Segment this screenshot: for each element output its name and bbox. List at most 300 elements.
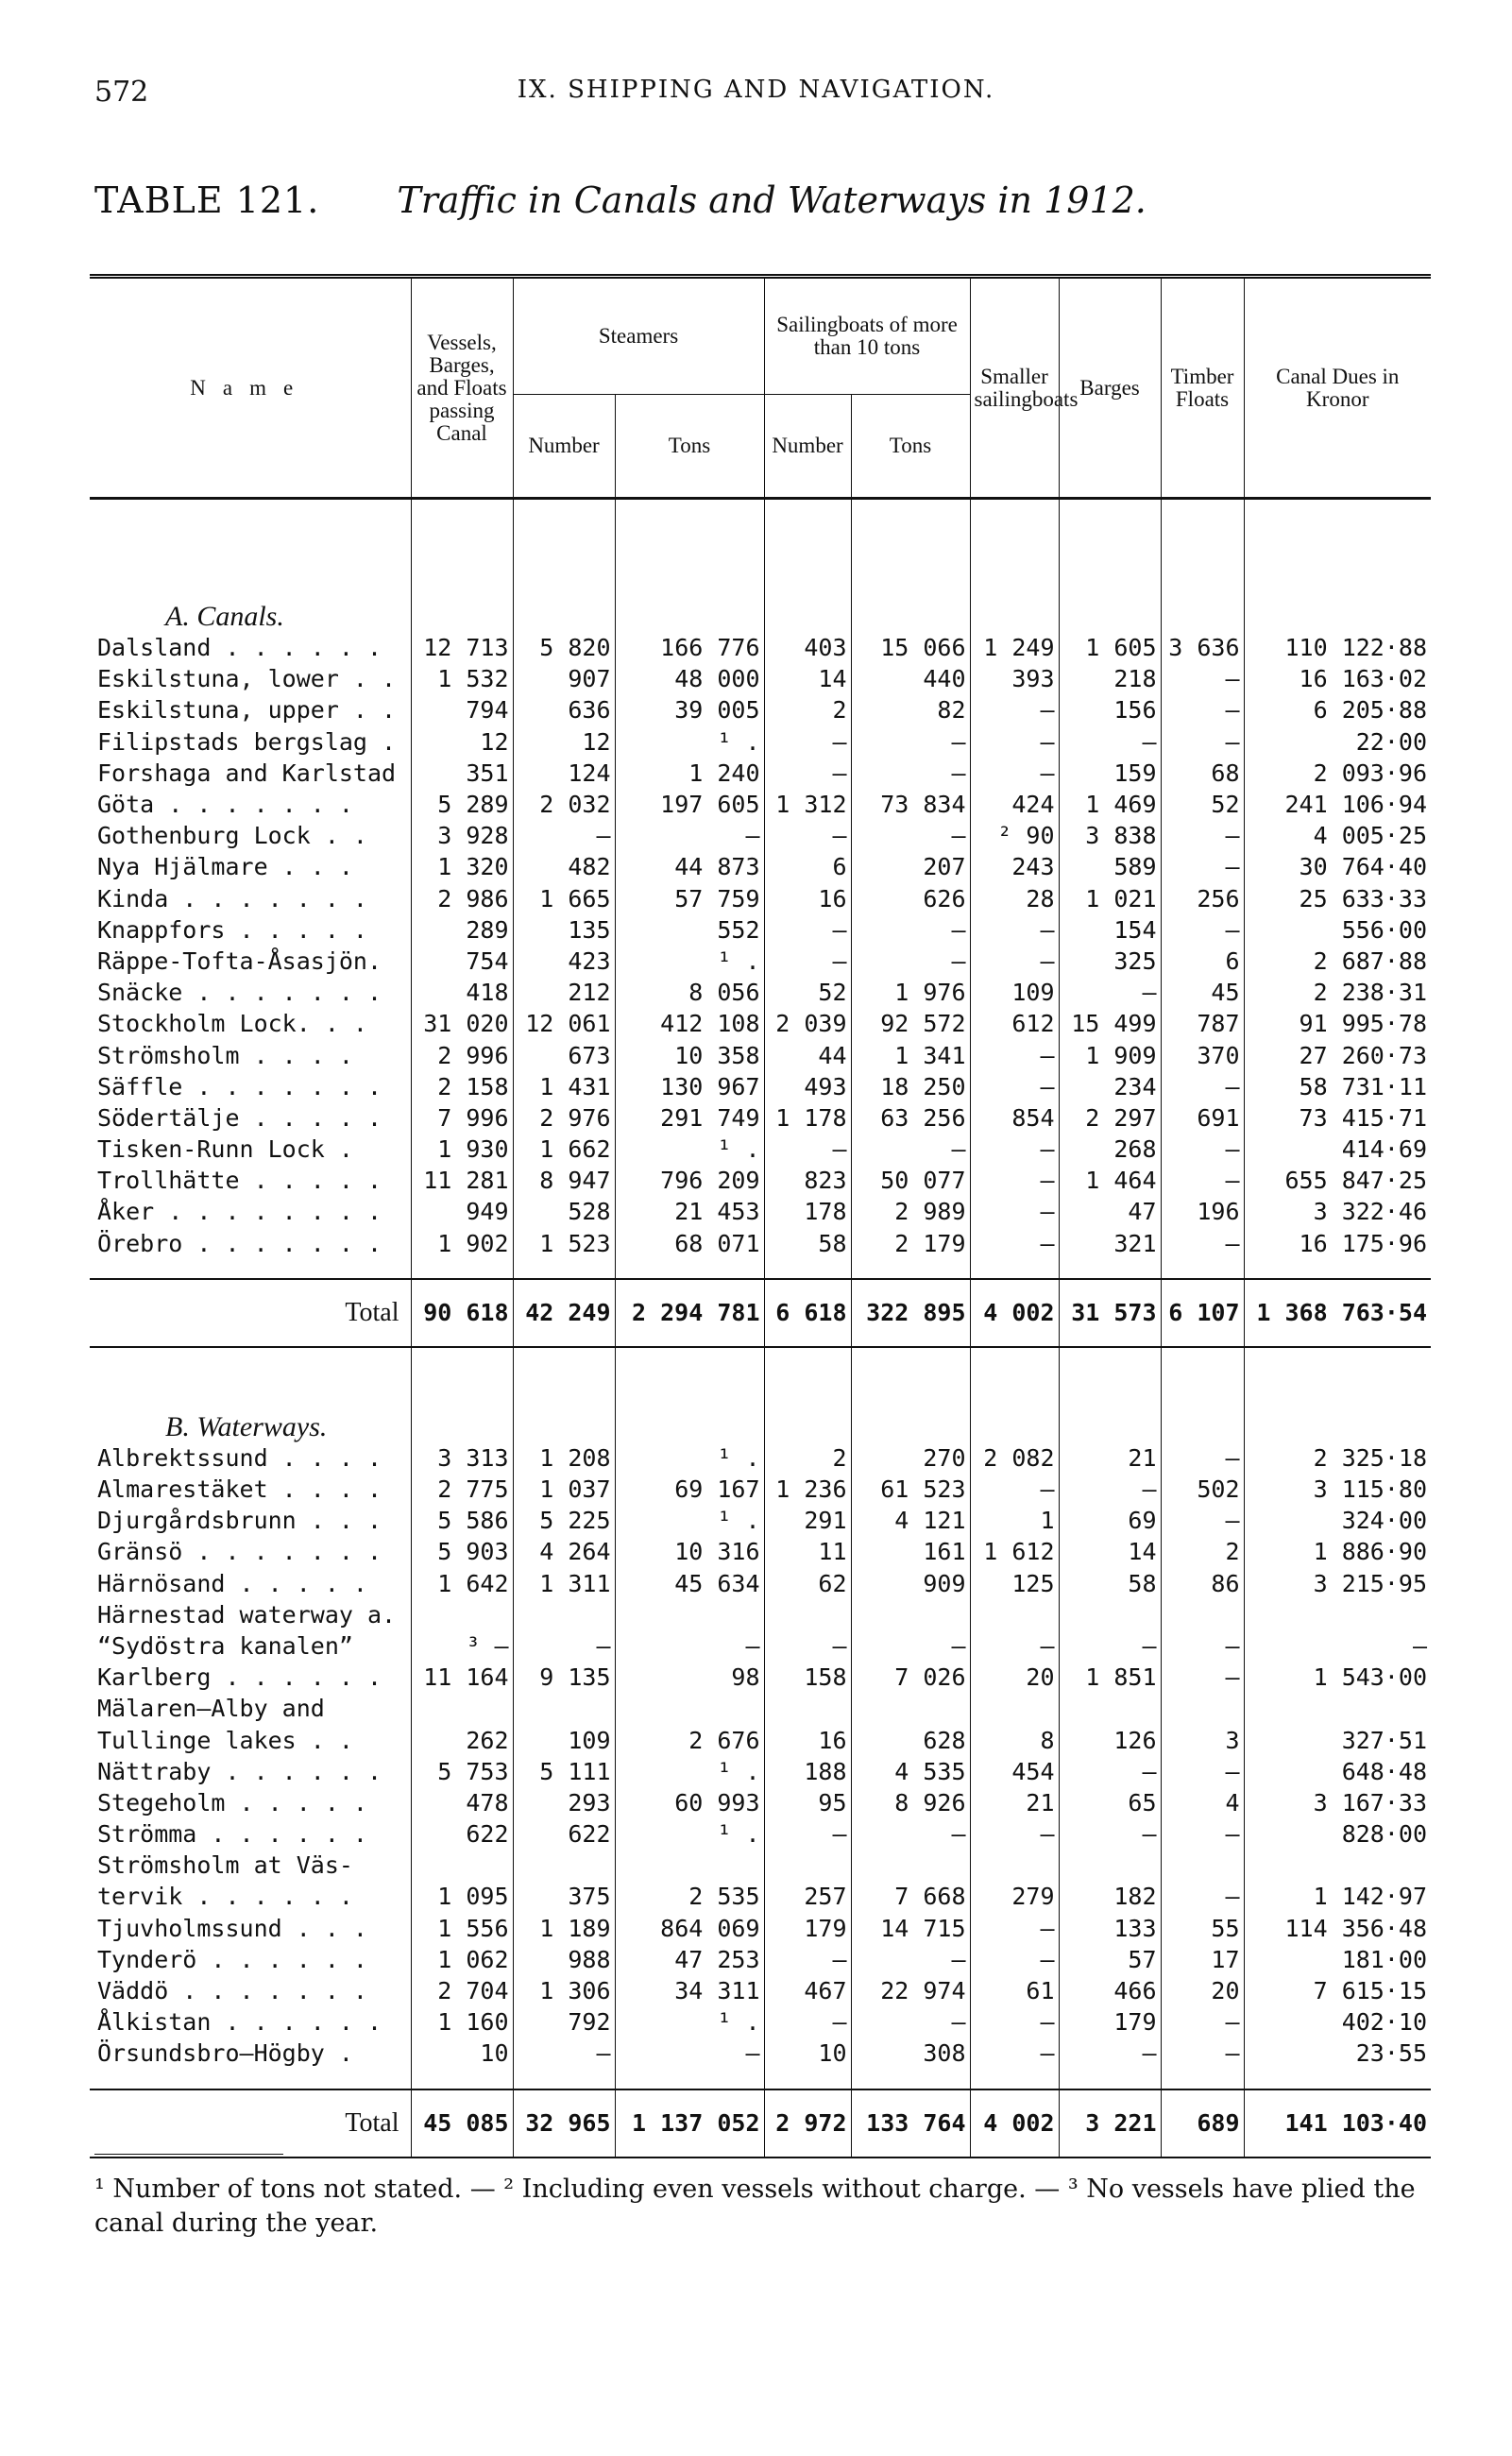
cell-st_num: 375 (513, 1881, 615, 1912)
header-steamers-tons: Tons (615, 395, 764, 499)
cell-sb_tons: 1 341 (851, 1039, 970, 1070)
header-sailingboats: Sailingboats of more than 10 tons (764, 279, 970, 395)
cell-st_tons: 48 000 (615, 663, 764, 694)
cell-st_tons: — (615, 2038, 764, 2069)
table-row (90, 1975, 1431, 2006)
cell-smaller: 454 (970, 1756, 1059, 1787)
spacer-row (90, 1347, 1431, 1386)
table-row (90, 1008, 1431, 1039)
cell-dues: 324·00 (1244, 1505, 1431, 1536)
cell-vessels: 5 903 (411, 1536, 513, 1567)
cell-sb_num: 188 (764, 1756, 851, 1787)
total-row-waterways (90, 2089, 1431, 2158)
header-steamers: Steamers (513, 279, 764, 395)
header-steamers-number: Number (513, 395, 615, 499)
cell-barges: 3 221 (1059, 2089, 1161, 2158)
cell-dues: 25 633·33 (1244, 883, 1431, 914)
cell-st_num: 482 (513, 851, 615, 882)
cell-sb_num: 52 (764, 977, 851, 1008)
cell-dues: 2 325·18 (1244, 1442, 1431, 1474)
cell-barges: — (1059, 1474, 1161, 1505)
cell-st_num: 1 306 (513, 1975, 615, 2006)
cell-name: Dalsland . . . . . . (97, 634, 382, 662)
cell-barges: 321 (1059, 1228, 1161, 1259)
cell-st_tons: 166 776 (615, 632, 764, 663)
cell-st_tons: 60 993 (615, 1787, 764, 1818)
cell-vessels: 1 902 (411, 1228, 513, 1259)
cell-st_tons: 2 676 (615, 1724, 764, 1755)
cell-st_num: 5 111 (513, 1756, 615, 1787)
cell-timber: 502 (1161, 1474, 1244, 1505)
table-row (90, 1599, 1431, 1630)
cell-vessels: 90 618 (411, 1279, 513, 1347)
cell-barges: — (1059, 1818, 1161, 1850)
cell-name: Härnösand . . . . . (97, 1569, 367, 1597)
cell-barges: 179 (1059, 2006, 1161, 2038)
cell-timber: — (1161, 1662, 1244, 1693)
cell-st_tons: 10 358 (615, 1039, 764, 1070)
cell-barges: 1 464 (1059, 1165, 1161, 1196)
cell-sb_tons: 8 926 (851, 1787, 970, 1818)
cell-st_num: 293 (513, 1787, 615, 1818)
cell-vessels: 45 085 (411, 2089, 513, 2158)
cell-vessels (411, 1850, 513, 1881)
cell-smaller: — (970, 1196, 1059, 1227)
cell-dues (1244, 1599, 1431, 1630)
cell-timber: — (1161, 1165, 1244, 1196)
cell-barges: — (1059, 726, 1161, 758)
cell-st_num: 423 (513, 946, 615, 977)
cell-timber: 52 (1161, 789, 1244, 820)
cell-vessels: 2 775 (411, 1474, 513, 1505)
cell-st_tons: ¹ . (615, 726, 764, 758)
cell-sb_tons: — (851, 1630, 970, 1662)
cell-st_tons: 21 453 (615, 1196, 764, 1227)
cell-name: Albrektssund . . . . (97, 1443, 382, 1472)
cell-sb_num: 95 (764, 1787, 851, 1818)
cell-st_num: 622 (513, 1818, 615, 1850)
spacer-row (90, 1259, 1431, 1279)
cell-timber: 20 (1161, 1975, 1244, 2006)
cell-sb_num: — (764, 1818, 851, 1850)
cell-st_num: 1 189 (513, 1913, 615, 1944)
cell-smaller: 243 (970, 851, 1059, 882)
cell-dues: 327·51 (1244, 1724, 1431, 1755)
cell-barges: 15 499 (1059, 1008, 1161, 1039)
cell-vessels: 5 753 (411, 1756, 513, 1787)
cell-barges: 65 (1059, 1787, 1161, 1818)
cell-st_num: 212 (513, 977, 615, 1008)
cell-smaller: — (970, 1818, 1059, 1850)
spacer-row (90, 499, 1431, 576)
cell-vessels: 1 095 (411, 1881, 513, 1912)
cell-dues: 2 093·96 (1244, 758, 1431, 789)
cell-st_tons: 197 605 (615, 789, 764, 820)
cell-dues: 16 175·96 (1244, 1228, 1431, 1259)
cell-dues: 4 005·25 (1244, 820, 1431, 851)
cell-sb_num: 158 (764, 1662, 851, 1693)
cell-dues: 91 995·78 (1244, 1008, 1431, 1039)
cell-vessels (411, 1693, 513, 1724)
cell-sb_tons: — (851, 946, 970, 977)
cell-timber: 68 (1161, 758, 1244, 789)
cell-st_tons: ¹ . (615, 2006, 764, 2038)
cell-smaller: 1 249 (970, 632, 1059, 663)
cell-dues: 648·48 (1244, 1756, 1431, 1787)
table-row (90, 694, 1431, 725)
cell-barges: 1 909 (1059, 1039, 1161, 1070)
cell-barges: — (1059, 1630, 1161, 1662)
cell-timber: — (1161, 1881, 1244, 1912)
table-row (90, 1536, 1431, 1567)
cell-vessels: 7 996 (411, 1102, 513, 1134)
cell-barges: 154 (1059, 914, 1161, 946)
cell-sb_num: 2 039 (764, 1008, 851, 1039)
cell-dues: 2 687·88 (1244, 946, 1431, 977)
cell-st_num: 42 249 (513, 1279, 615, 1347)
table-row (90, 946, 1431, 977)
cell-sb_tons: 63 256 (851, 1102, 970, 1134)
cell-name: Eskilstuna, lower . . (97, 665, 397, 693)
cell-dues: 3 167·33 (1244, 1787, 1431, 1818)
cell-timber: — (1161, 2006, 1244, 2038)
cell-dues: 655 847·25 (1244, 1165, 1431, 1196)
cell-smaller: — (970, 2038, 1059, 2069)
cell-name: Karlberg . . . . . . (97, 1663, 382, 1692)
cell-smaller: 21 (970, 1787, 1059, 1818)
cell-sb_num (764, 1850, 851, 1881)
cell-smaller: — (970, 2006, 1059, 2038)
cell-st_tons: 2 535 (615, 1881, 764, 1912)
cell-dues: 16 163·02 (1244, 663, 1431, 694)
cell-sb_tons: 909 (851, 1568, 970, 1599)
cell-smaller: 1 612 (970, 1536, 1059, 1567)
table-row (90, 1630, 1431, 1662)
cell-sb_num: — (764, 726, 851, 758)
cell-name: Strömsholm at Väs- (97, 1851, 353, 1880)
cell-name: Ålkistan . . . . . . (97, 2008, 382, 2037)
cell-smaller: — (970, 1630, 1059, 1662)
cell-timber: — (1161, 1071, 1244, 1102)
cell-smaller: — (970, 1228, 1059, 1259)
cell-barges: 14 (1059, 1536, 1161, 1567)
cell-timber (1161, 1599, 1244, 1630)
cell-dues: 114 356·48 (1244, 1913, 1431, 1944)
table-row (90, 1568, 1431, 1599)
cell-st_tons: 8 056 (615, 977, 764, 1008)
cell-st_tons: 45 634 (615, 1568, 764, 1599)
cell-st_tons: 864 069 (615, 1913, 764, 1944)
cell-name: Nya Hjälmare . . . (97, 853, 353, 881)
cell-sb_num: 1 178 (764, 1102, 851, 1134)
cell-sb_tons: 15 066 (851, 632, 970, 663)
cell-sb_tons: 14 715 (851, 1913, 970, 1944)
cell-st_tons: ¹ . (615, 1442, 764, 1474)
cell-vessels: 622 (411, 1818, 513, 1850)
cell-st_tons: ¹ . (615, 1505, 764, 1536)
cell-sb_tons: 4 121 (851, 1505, 970, 1536)
cell-name: Forshaga and Karlstad (97, 759, 397, 787)
table-row (90, 1039, 1431, 1070)
cell-sb_num: 16 (764, 883, 851, 914)
cell-sb_num: 467 (764, 1975, 851, 2006)
table-row (90, 851, 1431, 882)
cell-sb_num: 2 (764, 694, 851, 725)
cell-timber: 17 (1161, 1944, 1244, 1975)
cell-name: Total (90, 1279, 411, 1347)
cell-st_tons: ¹ . (615, 1756, 764, 1787)
cell-sb_tons: 322 895 (851, 1279, 970, 1347)
section-canals (90, 575, 1431, 632)
table-heading (94, 179, 1147, 221)
cell-smaller: 4 002 (970, 2089, 1059, 2158)
cell-smaller: 1 (970, 1505, 1059, 1536)
cell-smaller: 854 (970, 1102, 1059, 1134)
cell-timber: — (1161, 914, 1244, 946)
cell-smaller: — (970, 914, 1059, 946)
cell-dues: 181·00 (1244, 1944, 1431, 1975)
cell-st_num: 636 (513, 694, 615, 725)
cell-st_tons (615, 1599, 764, 1630)
cell-name: Örsundsbro—Högby . (97, 2039, 353, 2068)
table-body (90, 499, 1431, 2158)
cell-barges: 21 (1059, 1442, 1161, 1474)
cell-timber: 691 (1161, 1102, 1244, 1134)
cell-sb_tons: 50 077 (851, 1165, 970, 1196)
cell-sb_num: 16 (764, 1724, 851, 1755)
cell-name: Väddö . . . . . . . (97, 1977, 367, 2005)
cell-dues: 414·69 (1244, 1134, 1431, 1165)
cell-sb_num (764, 1693, 851, 1724)
table-row (90, 1134, 1431, 1165)
cell-timber: — (1161, 1818, 1244, 1850)
cell-sb_tons: 82 (851, 694, 970, 725)
cell-sb_num: 2 972 (764, 2089, 851, 2158)
cell-timber: 370 (1161, 1039, 1244, 1070)
cell-smaller: — (970, 1039, 1059, 1070)
table-header (90, 279, 1431, 499)
cell-sb_tons: 7 668 (851, 1881, 970, 1912)
cell-vessels: 1 160 (411, 2006, 513, 2038)
cell-name: Strömsholm . . . . (97, 1041, 353, 1069)
cell-timber: — (1161, 1630, 1244, 1662)
table-row (90, 1071, 1431, 1102)
cell-sb_num: 6 (764, 851, 851, 882)
cell-st_num: — (513, 820, 615, 851)
cell-st_tons: 796 209 (615, 1165, 764, 1196)
cell-sb_num: 493 (764, 1071, 851, 1102)
cell-vessels: 31 020 (411, 1008, 513, 1039)
cell-st_tons: 552 (615, 914, 764, 946)
cell-smaller: — (970, 1134, 1059, 1165)
cell-barges: 126 (1059, 1724, 1161, 1755)
cell-sb_num: — (764, 946, 851, 977)
cell-timber (1161, 1850, 1244, 1881)
cell-sb_num: — (764, 914, 851, 946)
cell-vessels: 11 281 (411, 1165, 513, 1196)
cell-sb_tons: 92 572 (851, 1008, 970, 1039)
cell-st_tons: 10 316 (615, 1536, 764, 1567)
table-row (90, 883, 1431, 914)
cell-smaller: 4 002 (970, 1279, 1059, 1347)
cell-barges: 156 (1059, 694, 1161, 725)
cell-vessels: 5 586 (411, 1505, 513, 1536)
cell-sb_tons (851, 1850, 970, 1881)
cell-timber: — (1161, 820, 1244, 851)
table-row (90, 1662, 1431, 1693)
cell-timber: — (1161, 851, 1244, 882)
cell-st_num: 5 820 (513, 632, 615, 663)
cell-st_tons: — (615, 820, 764, 851)
cell-dues: 1 886·90 (1244, 1536, 1431, 1567)
cell-sb_tons: — (851, 1818, 970, 1850)
cell-name: Djurgårdsbrunn . . . (97, 1507, 382, 1535)
cell-sb_tons: 7 026 (851, 1662, 970, 1693)
cell-timber: — (1161, 1134, 1244, 1165)
header-canal-dues: Canal Dues in Kronor (1244, 279, 1431, 499)
cell-name: Total (90, 2089, 411, 2158)
cell-sb_num: 823 (764, 1165, 851, 1196)
cell-st_num: 528 (513, 1196, 615, 1227)
cell-name: Trollhätte . . . . . (97, 1167, 382, 1195)
cell-sb_num: 44 (764, 1039, 851, 1070)
cell-st_num: 12 061 (513, 1008, 615, 1039)
cell-barges: 1 605 (1059, 632, 1161, 663)
cell-vessels: 754 (411, 946, 513, 977)
cell-smaller: 2 082 (970, 1442, 1059, 1474)
cell-vessels (411, 1599, 513, 1630)
cell-st_tons: 57 759 (615, 883, 764, 914)
cell-vessels: 12 (411, 726, 513, 758)
cell-barges: 47 (1059, 1196, 1161, 1227)
cell-st_num: 8 947 (513, 1165, 615, 1196)
cell-dues: 141 103·40 (1244, 2089, 1431, 2158)
cell-timber: — (1161, 694, 1244, 725)
cell-st_tons: 34 311 (615, 1975, 764, 2006)
footnote-rule (94, 2154, 283, 2155)
cell-sb_num: — (764, 2006, 851, 2038)
cell-vessels: ³ — (411, 1630, 513, 1662)
cell-sb_num: 62 (764, 1568, 851, 1599)
cell-barges: 182 (1059, 1881, 1161, 1912)
cell-vessels: 1 320 (411, 851, 513, 882)
cell-name: Tynderö . . . . . . (97, 1945, 367, 1973)
cell-name: Stockholm Lock. . . (97, 1010, 367, 1038)
cell-vessels: 418 (411, 977, 513, 1008)
cell-timber: — (1161, 1505, 1244, 1536)
table-row (90, 1850, 1431, 1881)
traffic-table (90, 279, 1431, 2158)
cell-smaller: 8 (970, 1724, 1059, 1755)
page-number: 572 (94, 76, 149, 109)
cell-st_tons (615, 1850, 764, 1881)
cell-st_tons: 1 137 052 (615, 2089, 764, 2158)
cell-name: Knappfors . . . . . (97, 915, 367, 944)
cell-timber: 787 (1161, 1008, 1244, 1039)
table-title: Traffic in Canals and Waterways in 1912. (397, 179, 1147, 221)
cell-smaller: 612 (970, 1008, 1059, 1039)
cell-sb_tons: — (851, 1944, 970, 1975)
cell-smaller: — (970, 1913, 1059, 1944)
cell-name: Filipstads bergslag . (97, 727, 397, 756)
cell-barges: 466 (1059, 1975, 1161, 2006)
table-row (90, 914, 1431, 946)
cell-barges: 1 469 (1059, 789, 1161, 820)
cell-dues (1244, 1850, 1431, 1881)
cell-dues: 30 764·40 (1244, 851, 1431, 882)
cell-smaller: 279 (970, 1881, 1059, 1912)
cell-barges: 31 573 (1059, 1279, 1161, 1347)
cell-timber: 2 (1161, 1536, 1244, 1567)
cell-sb_tons: 270 (851, 1442, 970, 1474)
cell-sb_tons: 2 179 (851, 1228, 970, 1259)
cell-name: Eskilstuna, upper . . (97, 696, 397, 725)
cell-vessels: 478 (411, 1787, 513, 1818)
cell-smaller: 28 (970, 883, 1059, 914)
cell-vessels: 2 158 (411, 1071, 513, 1102)
cell-barges (1059, 1693, 1161, 1724)
cell-dues: 23·55 (1244, 2038, 1431, 2069)
table-row (90, 2006, 1431, 2038)
cell-st_num: 32 965 (513, 2089, 615, 2158)
cell-st_num: — (513, 1630, 615, 1662)
cell-sb_num: — (764, 1630, 851, 1662)
cell-st_num: 1 662 (513, 1134, 615, 1165)
table-row (90, 1787, 1431, 1818)
cell-sb_tons: 626 (851, 883, 970, 914)
cell-name: Tisken-Runn Lock . (97, 1135, 353, 1164)
header-vessels: Vessels, Barges, and Floats passing Canal (411, 279, 513, 499)
cell-dues: 1 368 763·54 (1244, 1279, 1431, 1347)
cell-st_num: 124 (513, 758, 615, 789)
spacer-row (90, 2070, 1431, 2089)
cell-dues: 556·00 (1244, 914, 1431, 946)
cell-dues: 110 122·88 (1244, 632, 1431, 663)
table-row (90, 977, 1431, 1008)
cell-name: Tullinge lakes . . (97, 1726, 353, 1754)
cell-timber: — (1161, 726, 1244, 758)
cell-vessels: 1 642 (411, 1568, 513, 1599)
cell-name: Snäcke . . . . . . . (97, 979, 382, 1007)
cell-smaller: ² 90 (970, 820, 1059, 851)
footnote: ¹ Number of tons not stated. — ² Including even vessels without charge. — ³ No vessels have plied the canal during the year. (94, 2175, 1416, 2238)
cell-dues: 73 415·71 (1244, 1102, 1431, 1134)
cell-smaller: — (970, 1474, 1059, 1505)
cell-sb_tons (851, 1599, 970, 1630)
cell-sb_tons: — (851, 2006, 970, 2038)
table-row (90, 1505, 1431, 1536)
cell-st_tons: 2 294 781 (615, 1279, 764, 1347)
cell-dues (1244, 1693, 1431, 1724)
cell-name: Nättraby . . . . . . (97, 1757, 382, 1785)
cell-st_tons: 44 873 (615, 851, 764, 882)
section-waterways (90, 1386, 1431, 1442)
cell-barges: 58 (1059, 1568, 1161, 1599)
cell-name: Stegeholm . . . . . (97, 1788, 367, 1816)
cell-name: Almarestäket . . . . (97, 1475, 382, 1504)
cell-st_num: 1 208 (513, 1442, 615, 1474)
cell-dues: 2 238·31 (1244, 977, 1431, 1008)
cell-dues: 241 106·94 (1244, 789, 1431, 820)
cell-vessels: 289 (411, 914, 513, 946)
cell-sb_tons: — (851, 1134, 970, 1165)
cell-name: Härnestad waterway a. (97, 1600, 397, 1629)
section-title: B. Waterways. (165, 1410, 328, 1442)
cell-st_tons: ¹ . (615, 1134, 764, 1165)
cell-vessels: 794 (411, 694, 513, 725)
table-row (90, 1165, 1431, 1196)
cell-st_num: — (513, 2038, 615, 2069)
